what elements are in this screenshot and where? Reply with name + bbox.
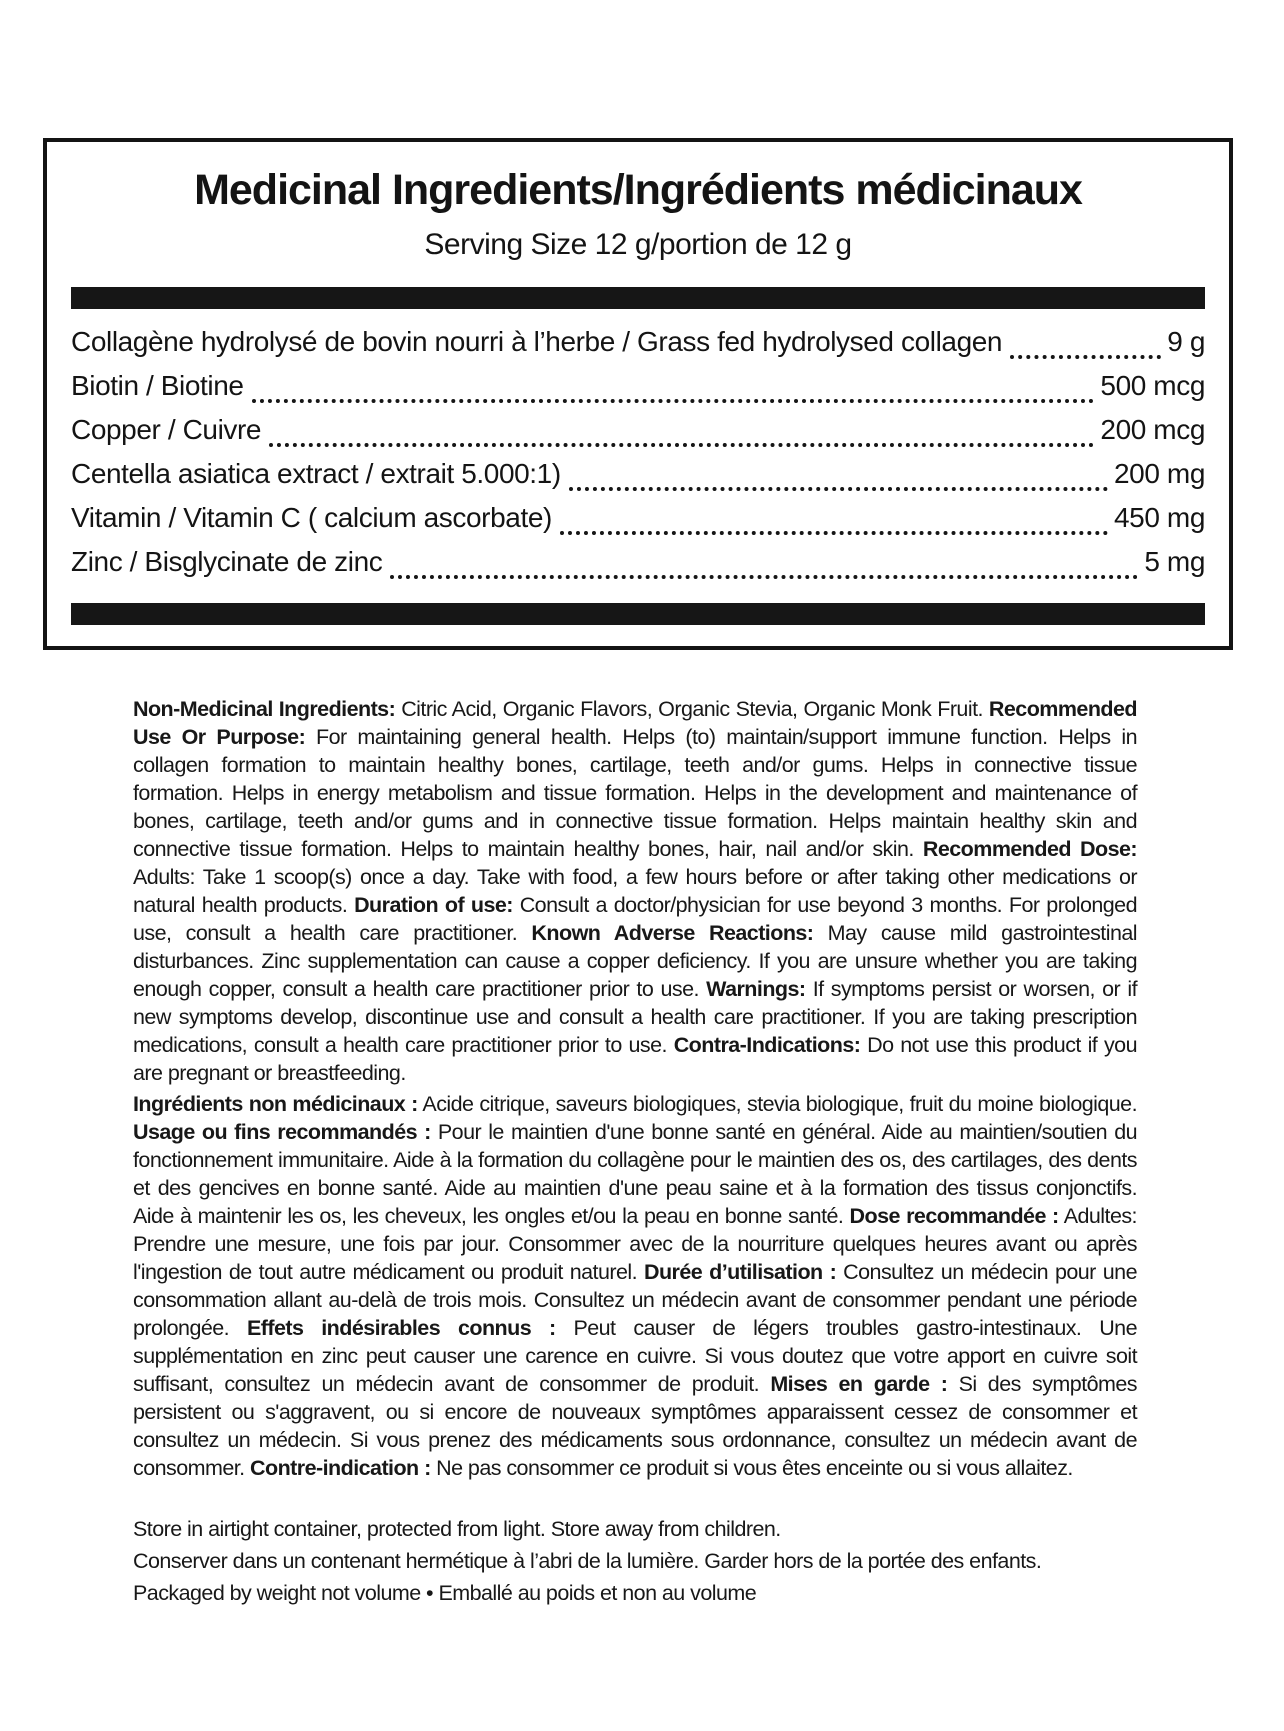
storage-instructions [133,1513,1163,1609]
ingredient-row-collagen [71,326,1205,370]
storage-line-english: Store in airtight container, protected from light. Store away from children. [133,1517,781,1541]
ingredient-row-centella [71,458,1205,502]
serving-size-text: Serving Size 12 g/portion de 12 g [424,228,852,262]
ingredient-row-biotin [71,370,1205,414]
packaged-by-weight-line: Packaged by weight not volume • Emballé au poids et non au volume [133,1581,757,1605]
ingredient-amount: 200 mg [1114,457,1205,489]
panel-title: Medicinal Ingredients/Ingrédients médicinaux [194,166,1082,214]
bottom-divider-bar [71,603,1205,625]
ingredient-row-copper [71,414,1205,458]
leader-dots [1010,355,1161,359]
ingredient-amount: 200 mcg [1100,413,1205,445]
ingredient-amount: 500 mcg [1100,369,1205,401]
english-information-paragraph: Non-Medicinal Ingredients: Citric Acid, Organic Flavors, Organic Stevia, Organic Monk Fruit. Recommended Use Or Purpose: For maintaining general health. Helps (to) maintain/support immune function. Helps in collagen formation to maintain healthy bones, cartilage, teeth and/or gums. Helps in connective tissue formation. Helps in energy metabolism and tissue formation. Helps in the development and maintenance of bones, cartilage, teeth and/or gums and in connective tissue formation. Helps maintain healthy skin and connective tissue formation. Helps to maintain healthy bones, hair, nail and/or skin. Recommended Dose: Adults: Take 1 scoop(s) once a day. Take with food, a few hours before or after taking other medications or natural health products. Duration of use: Consult a doctor/physician for use beyond 3 months. For prolonged use, consult a health care practitioner. Known Adverse Reactions: May cause mild gastrointestinal disturbances. Zinc supplementation can cause a copper deficiency. If you are unsure whether you are taking enough copper, consult a health care practitioner prior to use. Warnings: If symptoms persist or worsen, or if new symptoms develop, discontinue use and consult a health care practitioner. If you are taking prescription medications, consult a health care practitioner prior to use. Contra-Indications: Do not use this product if you are pregnant or breastfeeding. [133,697,1138,1085]
french-information-paragraph: Ingrédients non médicinaux : Acide citrique, saveurs biologiques, stevia biologique, fruit du moine biologique. Usage ou fins recommandés : Pour le maintien d'une bonne santé en général. Aide au maintien/soutien du fonctionnement immunitaire. Aide à la formation du collagène pour le maintien des os, des cartilages, des dents et des gencives en bonne santé. Aide au maintien d'une peau saine et à la formation des tissus conjonctifs. Aide à maintenir les os, les cheveux, les ongles et/ou la peau en bonne santé. Dose recommandée : Adultes: Prendre une mesure, une fois par jour. Consommer avec de la nourriture quelques heures avant ou après l'ingestion de tout autre médicament ou produit naturel. Durée d’utilisation : Consultez un médecin pour une consommation allant au-delà de trois mois. Consultez un médecin avant de consommer pendant une période prolongée. Effets indésirables connus : Peut causer de légers troubles gastro-intestinaux. Une supplémentation en zinc peut causer une carence en cuivre. Si vous doutez que votre apport en cuivre soit suffisant, consultez un médecin avant de consommer de produit. Mises en garde : Si des symptômes persistent ou s'aggravent, ou si encore de nouveaux symptômes apparaissent cessez de consommer et consultez un médecin. Si vous prenez des médicaments sous ordonnance, consultez un médecin avant de consommer. Contre-indication : Ne pas consommer ce produit si vous êtes enceinte ou si vous allaitez. [133,1092,1138,1480]
leader-dots [269,443,1094,447]
ingredient-row-zinc [71,546,1205,590]
ingredient-name: Biotin / Biotine [71,369,244,401]
ingredient-name: Copper / Cuivre [71,413,262,445]
leader-dots [560,531,1108,535]
ingredient-name: Zinc / Bisglycinate de zinc [71,545,383,577]
leader-dots [569,487,1108,491]
ingredient-name: Vitamin / Vitamin C ( calcium ascorbate) [71,501,552,533]
ingredient-name: Collagène hydrolysé de bovin nourri à l’herbe / Grass fed hydrolysed collagen [71,325,1003,357]
medicinal-ingredients-panel [43,138,1233,650]
ingredient-amount: 5 mg [1144,545,1205,577]
storage-line-french: Conserver dans un contenant hermétique à l’abri de la lumière. Garder hors de la portée des enfants. [133,1549,1042,1573]
ingredient-row-vitamin-c [71,502,1205,546]
leader-dots [252,399,1095,403]
ingredient-name: Centella asiatica extract / extrait 5.000:1) [71,457,561,489]
ingredient-amount: 450 mg [1114,501,1205,533]
leader-dots [390,575,1138,579]
ingredient-amount: 9 g [1167,325,1205,357]
top-divider-bar [71,287,1205,309]
ingredient-rows [71,326,1205,590]
